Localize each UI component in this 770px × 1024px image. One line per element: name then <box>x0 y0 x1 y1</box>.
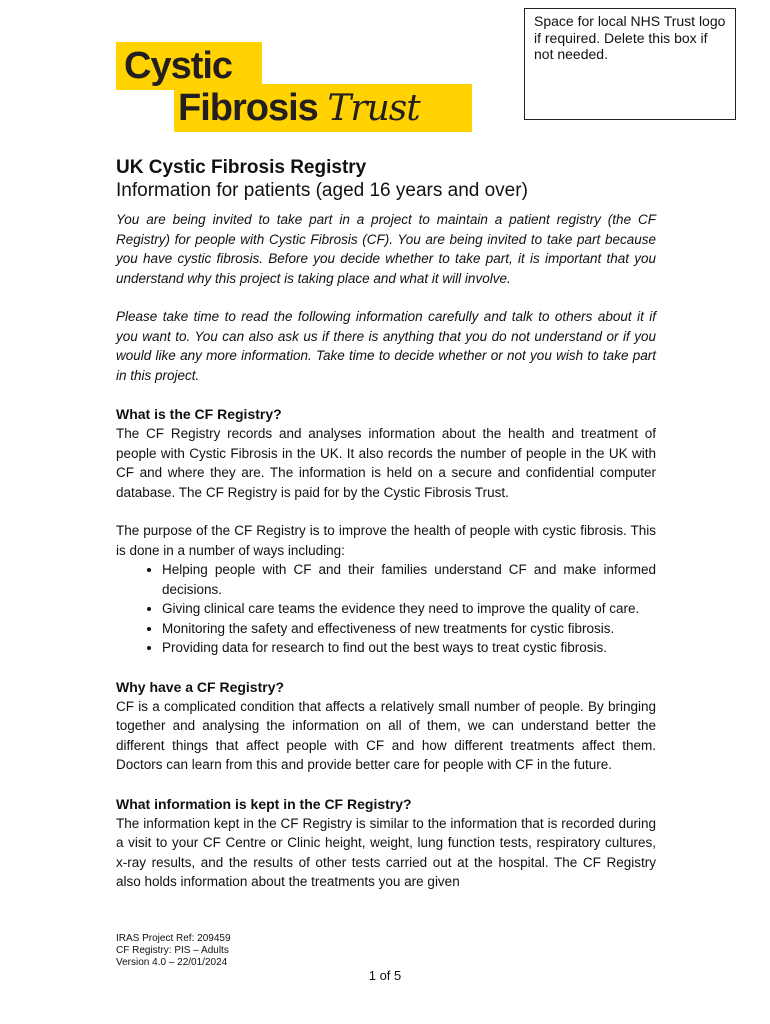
page-title: UK Cystic Fibrosis Registry <box>116 157 367 178</box>
section-heading-what-information: What information is kept in the CF Registry? <box>116 795 412 812</box>
section-paragraph: The information kept in the CF Registry is similar to the information that is recorded during a visit to your CF Centre or Clinic height, weight, lung function tests, respiratory cultures, x-ray results, and the results of other tests carried out at the hospital. The CF Registry also holds information about the treatments you are given <box>116 815 656 889</box>
list-item: • Providing data for research to find out the best ways to treat cystic fibrosis. <box>162 638 656 658</box>
page-number: 1 of 5 <box>368 968 402 983</box>
purpose-list <box>116 560 656 658</box>
section-heading-what-is: What is the CF Registry? <box>116 406 282 422</box>
list-item: • Giving clinical care teams the evidence they need to improve the quality of care. <box>162 599 656 619</box>
intro-paragraph-2: Please take time to read the following information carefully and talk to others about it if you want to. You can also ask us if there is anything that you do not understand or if you would like any more information. Take time to decide whether or not you wish to take part in this project. <box>116 309 656 383</box>
list-item: • Monitoring the safety and effectiveness of new treatments for cystic fibrosis. <box>162 619 656 639</box>
section-paragraph: CF is a complicated condition that affects a relatively small number of people. By bringing together and analysing the information on all of them, we can understand better the different things that affect people with CF and how different treatments affect them. Doctors can learn from this and provide better care for people with CF in the future. <box>116 698 656 772</box>
section-heading-why: Why have a CF Registry? <box>116 678 285 695</box>
section-paragraph: The purpose of the CF Registry is to improve the health of people with cystic fibrosis. This is done in a number of ways including: <box>116 523 656 558</box>
footer-line: CF Registry: PIS – Adults <box>116 945 229 956</box>
logo-fibrosis: Fibrosis <box>178 87 318 129</box>
logo-line1: Cystic <box>124 45 233 87</box>
footer <box>116 933 231 969</box>
footer-line: IRAS Project Ref: 209459 <box>116 933 231 944</box>
document-body <box>116 156 656 892</box>
intro-paragraph-1: You are being invited to take part in a project to maintain a patient registry (the CF Registry) for people with Cystic Fibrosis (CF). You are being invited to take part because you have cystic fibrosis. Before you decide whether to take part, it is important that you understand why this project is taking place and what it will involve. <box>116 212 656 286</box>
list-item: • Helping people with CF and their families understand CF and make informed decisions. <box>162 560 656 599</box>
nhs-logo-placeholder: Space for local NHS Trust logo if required. Delete this box if not needed. <box>524 8 736 120</box>
logo-trust: Trust <box>327 88 420 129</box>
section-paragraph: The CF Registry records and analyses information about the health and treatment of people with Cystic Fibrosis in the UK. It also records the number of people in the UK with CF and where they are. The information is held on a secure and confidential computer database. The CF Registry is paid for by the Cystic Fibrosis Trust. <box>116 426 656 500</box>
page-subtitle: Information for patients (aged 16 years and over) <box>116 180 528 201</box>
cystic-fibrosis-trust-logo <box>116 42 472 132</box>
footer-line: Version 4.0 – 22/01/2024 <box>116 957 228 968</box>
logo-line2 <box>178 88 420 129</box>
